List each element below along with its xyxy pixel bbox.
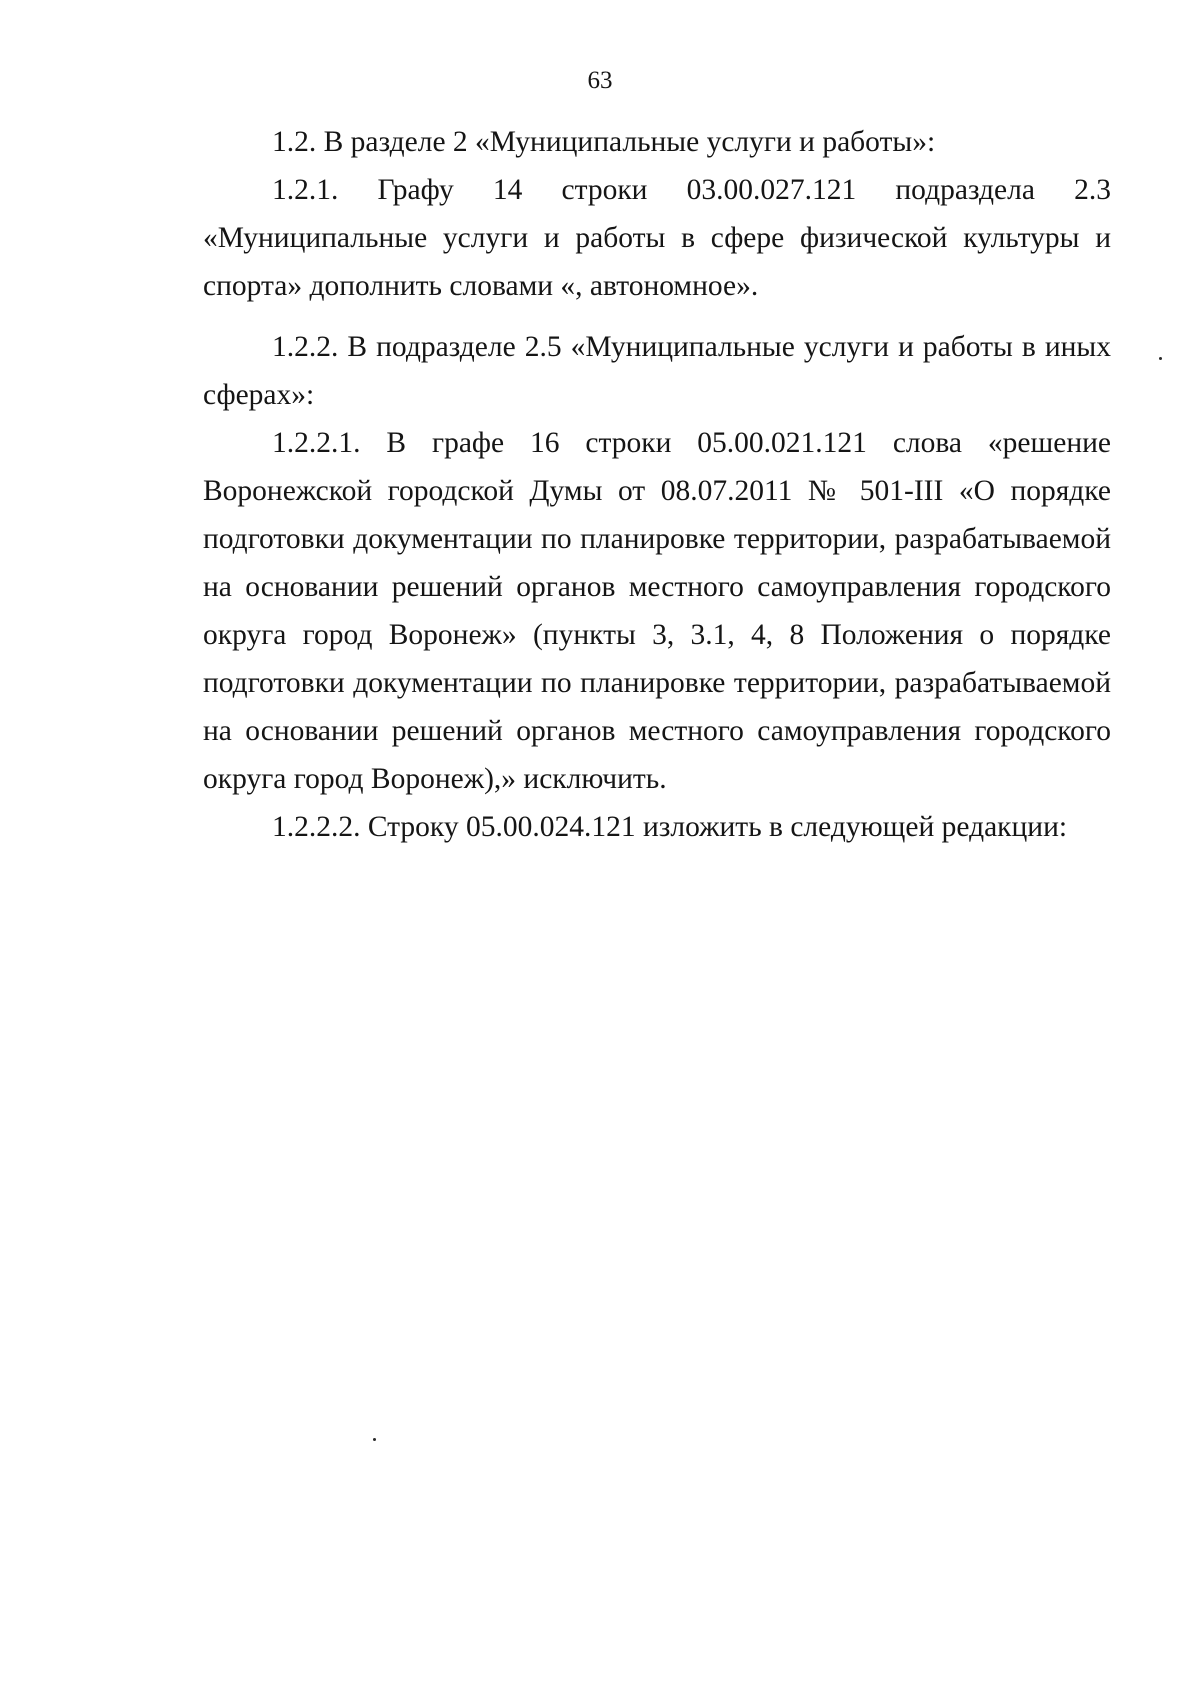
paragraph-1-2-2: 1.2.2. В подразделе 2.5 «Муниципальные услуги и работы в иных сферах»: (203, 331, 1111, 411)
paragraph-1-2: 1.2. В разделе 2 «Муниципальные услуги и работы»: (272, 126, 936, 158)
paragraph-1-2-2-2: 1.2.2.2. Строку 05.00.024.121 изложить в следующей редакции: (272, 811, 1068, 843)
paragraph-1-2-1: 1.2.1. Графу 14 строки 03.00.027.121 подраздела 2.3 «Муниципальные услуги и работы в сфере физической культуры и спорта» дополнить словами «, автономное». (203, 174, 1111, 302)
paragraph-1-2-2-1: 1.2.2.1. В графе 16 строки 05.00.021.121 слова «решение Воронежской городской Думы от 08.07.2011 № 501-III «О порядке подготовки документации по планировке территории, разрабатываемой на основании решений органов местного самоуправления городского округа город Воронеж» (пункты 3, 3.1, 4, 8 Положения о порядке подготовки документации по планировке территории, разрабатываемой на основании решений органов местного самоуправления городского округа город Воронеж),» исключить. (203, 427, 1111, 795)
scan-speck (1159, 357, 1162, 360)
page-number: 63 (587, 67, 613, 94)
document-body (203, 118, 1111, 851)
scan-speck (373, 1438, 376, 1441)
